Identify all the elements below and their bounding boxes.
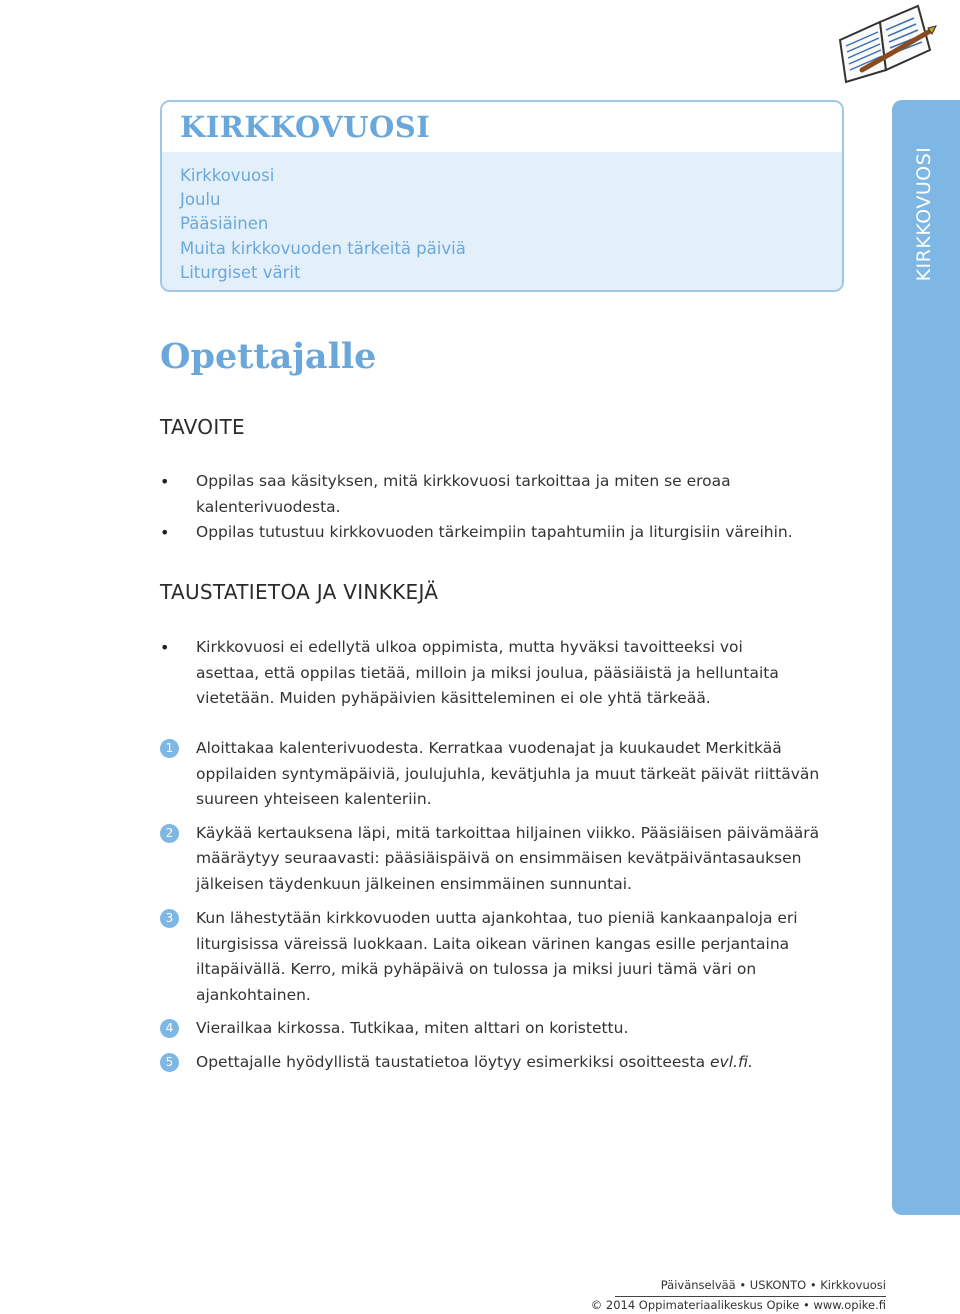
toc-header bbox=[162, 102, 842, 152]
step-number-badge: 2 bbox=[160, 824, 179, 843]
bullet-icon: • bbox=[160, 638, 170, 657]
goals-heading: TAVOITE bbox=[160, 415, 245, 439]
list-item: • Kirkkovuosi ei edellytä ulkoa oppimista, mutta hyväksi tavoitteeksi voi asettaa, että oppilas tietää, milloin ja miksi joulua, pääsiäistä ja helluntaita vietetään. Muiden pyhäpäivien käsitteleminen ei ole yhtä tärkeää. bbox=[160, 635, 810, 712]
background-list bbox=[160, 635, 810, 712]
background-heading: TAUSTATIETOA JA VINKKEJÄ bbox=[160, 580, 439, 604]
footer-copyright: © 2014 Oppimateriaalikeskus Opike • www.opike.fi bbox=[590, 1298, 886, 1312]
toc-item: Kirkkovuosi bbox=[180, 166, 275, 185]
footer-series: Päivänselvää • USKONTO • Kirkkovuosi bbox=[660, 1278, 886, 1292]
toc-item: Joulu bbox=[180, 190, 221, 210]
list-item: • Oppilas tutustuu kirkkovuoden tärkeimpiin tapahtumiin ja liturgisiin väreihin. bbox=[160, 520, 810, 546]
book-quill-icon bbox=[832, 0, 940, 86]
step-number-badge: 5 bbox=[160, 1053, 179, 1072]
toc-item: Liturgiset värit bbox=[180, 262, 301, 282]
toc-item: Pääsiäinen bbox=[180, 214, 269, 234]
step-item: 3 Kun lähestytään kirkkovuoden uutta ajankohtaa, tuo pieniä kankaanpaloja eri liturgisissa väreissä luokkaan. Laita oikean värinen kangas esille perjantaina iltapäivällä. Kerro, mikä pyhäpäivä on tulossa ja miksi juuri tämä väri on ajankohtainen. bbox=[160, 906, 820, 1008]
step-item: 2 Käykää kertauksena läpi, mitä tarkoittaa hiljainen viikko. Pääsiäisen päivämäärä määräytyy seuraavasti: pääsiäispäivä on ensimmäisen kevätpäiväntasauksen jälkeisen täydenkuun jälkeinen ensimmäinen sunnuntai. bbox=[160, 821, 820, 898]
side-tab-label: KIRKKOVUOSI bbox=[913, 146, 935, 282]
step-item: 4 Vierailkaa kirkossa. Tutkikaa, miten alttari on koristettu. bbox=[160, 1016, 820, 1042]
website-link[interactable]: evl.fi. bbox=[710, 1052, 753, 1071]
bullet-icon: • bbox=[160, 472, 170, 491]
steps-list bbox=[160, 736, 820, 1075]
toc-list bbox=[162, 152, 842, 290]
step-number-badge: 1 bbox=[160, 739, 179, 758]
step-item: 1 Aloittakaa kalenterivuodesta. Kerratkaa vuodenajat ja kuukaudet Merkitkää oppilaiden syntymäpäiviä, joulujuhla, kevätjuhla ja muut tärkeät päivät riittävän suureen yhteiseen kalenteriin. bbox=[160, 736, 820, 813]
bullet-icon: • bbox=[160, 523, 170, 542]
footer-divider bbox=[615, 1296, 886, 1297]
toc-box bbox=[160, 100, 844, 292]
toc-item: Muita kirkkovuoden tärkeitä päiviä bbox=[180, 238, 466, 258]
step-item: 5 Opettajalle hyödyllistä taustatietoa löytyy esimerkiksi osoitteesta evl.fi. bbox=[160, 1050, 820, 1076]
step-number-badge: 4 bbox=[160, 1019, 179, 1038]
step-number-badge: 3 bbox=[160, 909, 179, 928]
section-title: Opettajalle bbox=[160, 336, 377, 377]
toc-title: KIRKKOVUOSI bbox=[180, 110, 431, 144]
goals-list bbox=[160, 469, 810, 546]
list-item: • Oppilas saa käsityksen, mitä kirkkovuosi tarkoittaa ja miten se eroaa kalenterivuodesta. bbox=[160, 469, 810, 520]
